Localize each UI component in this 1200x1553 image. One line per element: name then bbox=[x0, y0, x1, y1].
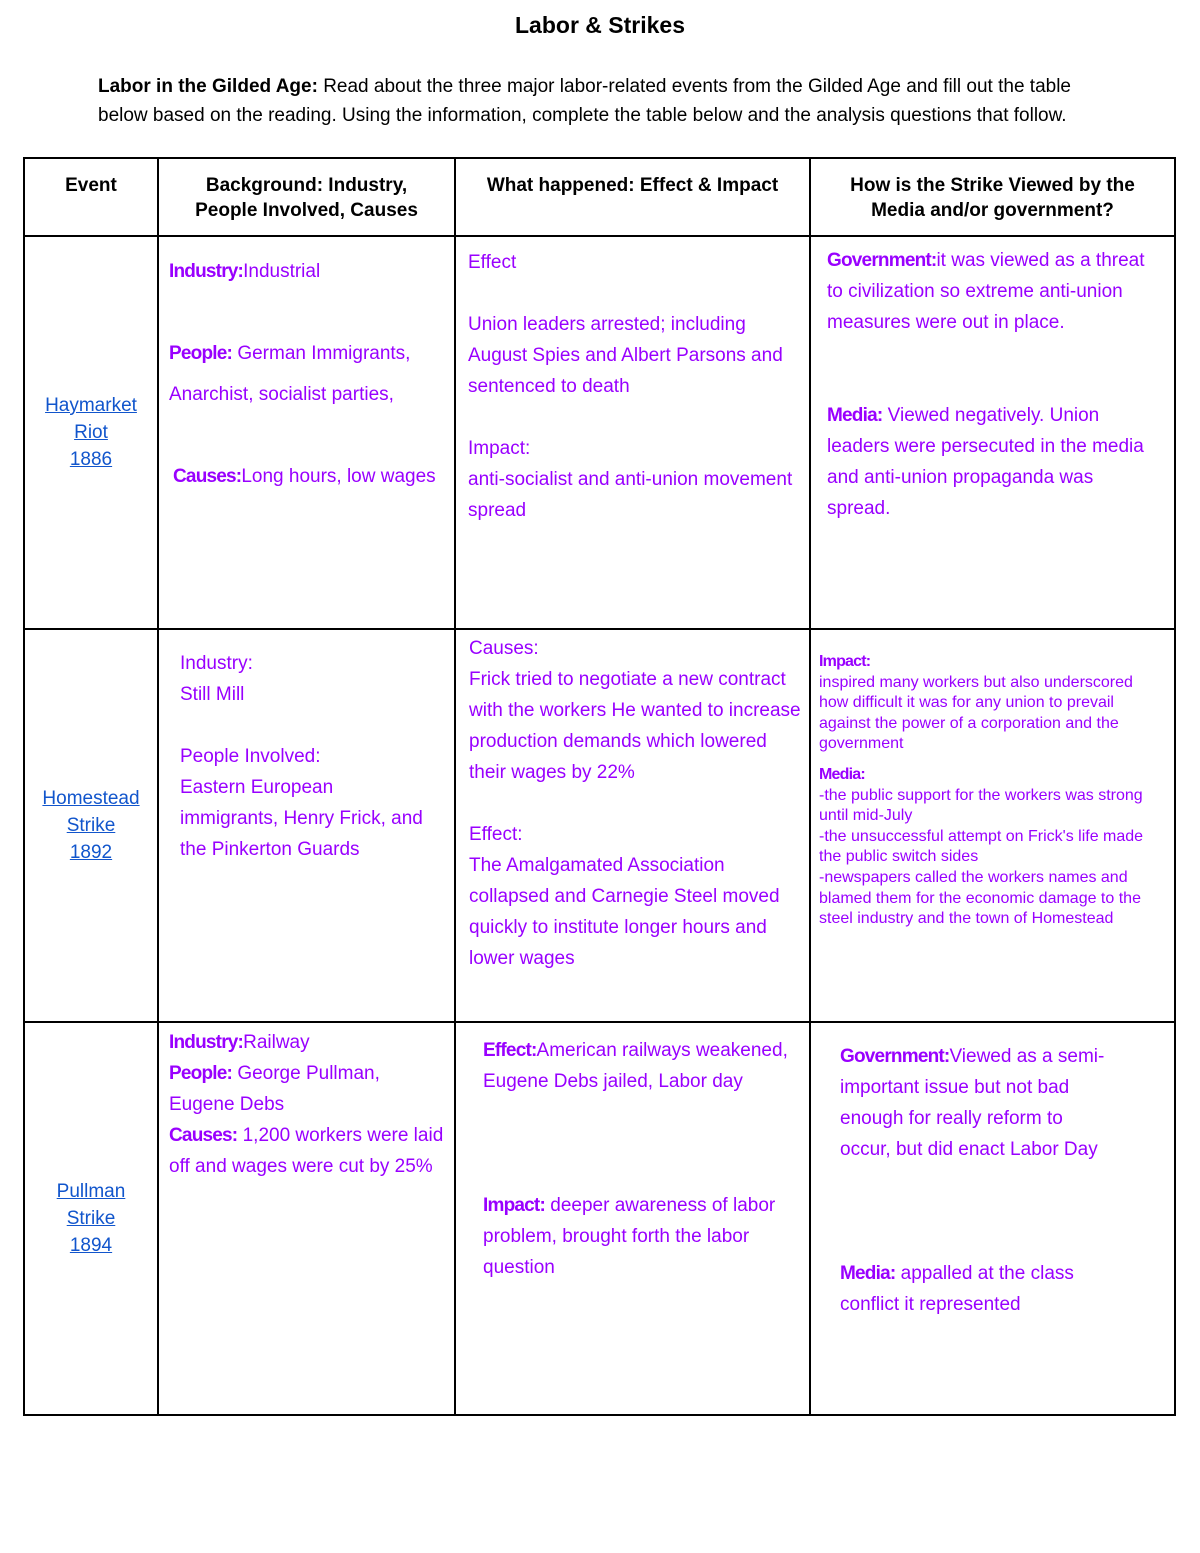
background-cell-haymarket bbox=[158, 236, 455, 629]
media-view: Media: Viewed negatively. Union leaders were persecuted in the media and anti-union propaganda was spread. bbox=[827, 405, 1144, 519]
pullman-strike-link[interactable]: Pullman Strike 1894 bbox=[56, 1181, 126, 1256]
effect-cell-pullman: Effect:American railways weakened, Eugene Debs jailed, Labor day Impact: deeper awareness of labor problem, brought forth the labor question bbox=[455, 1022, 810, 1415]
event-cell-haymarket bbox=[24, 236, 158, 629]
table-row bbox=[24, 629, 1175, 1022]
people-line: People: German Immigrants, Anarchist, socialist parties, bbox=[169, 343, 411, 405]
government-view: Government:it was viewed as a threat to civilization so extreme anti-union measures were out in place. bbox=[827, 250, 1145, 333]
column-header-view: How is the Strike Viewed by the Media and/or government? bbox=[810, 158, 1175, 236]
column-header-background: Background: Industry, People Involved, Causes bbox=[158, 158, 455, 236]
column-header-event: Event bbox=[24, 158, 158, 236]
table-row bbox=[24, 1022, 1175, 1415]
view-cell-haymarket bbox=[810, 236, 1175, 629]
table-header-row bbox=[24, 158, 1175, 236]
intro-lead: Labor in the Gilded Age: bbox=[98, 76, 318, 97]
table-row bbox=[24, 236, 1175, 629]
event-cell-homestead bbox=[24, 629, 158, 1022]
haymarket-riot-link[interactable]: Haymarket Riot 1886 bbox=[45, 395, 137, 470]
background-cell-pullman: Industry:Railway People: George Pullman, Eugene Debs Causes: 1,200 workers were laid off and wages were cut by 25% bbox=[158, 1022, 455, 1415]
causes-line: Causes:Long hours, low wages bbox=[173, 466, 436, 487]
column-header-effect: What happened: Effect & Impact bbox=[455, 158, 810, 236]
effect-cell-homestead: Causes: Frick tried to negotiate a new contract with the workers He wanted to increase production demands which lowered their wages by 22% Effect: The Amalgamated Association collapsed and Carnegie Steel moved quickly to institute longer hours and lower wages bbox=[455, 629, 810, 1022]
view-cell-pullman: Government:Viewed as a semi-important issue but not bad enough for really reform to occur, but did enact Labor Day Media: appalled at the class conflict it represented bbox=[810, 1022, 1175, 1415]
effect-cell-haymarket: Effect Union leaders arrested; including August Spies and Albert Parsons and sentenced to death Impact: anti-socialist and anti-union movement spread bbox=[455, 236, 810, 629]
page-title: Labor & Strikes bbox=[515, 12, 685, 38]
intro-paragraph bbox=[98, 72, 1098, 130]
strikes-table bbox=[23, 157, 1176, 1416]
homestead-strike-link[interactable]: Homestead Strike 1892 bbox=[42, 788, 140, 863]
view-cell-homestead: Impact: inspired many workers but also underscored how difficult it was for any union to prevail against the power of a corporation and the government Media: -the public support for the workers was strong until mid-July -the unsuccessful attempt on Frick's life made the public switch sides -newspapers called the workers names and blamed them for the economic damage to the steel industry and the town of Homestead bbox=[810, 629, 1175, 1022]
background-cell-homestead: Industry: Still Mill People Involved: Eastern European immigrants, Henry Frick, and the Pinkerton Guards bbox=[158, 629, 455, 1022]
industry-line: Industry:Industrial bbox=[169, 261, 321, 282]
intro-text: Read about the three major labor-related events from the Gilded Age and fill out the table below based on the reading. Using the information, complete the table below and the analysis questions that follow. bbox=[98, 76, 1071, 126]
event-cell-pullman bbox=[24, 1022, 158, 1415]
